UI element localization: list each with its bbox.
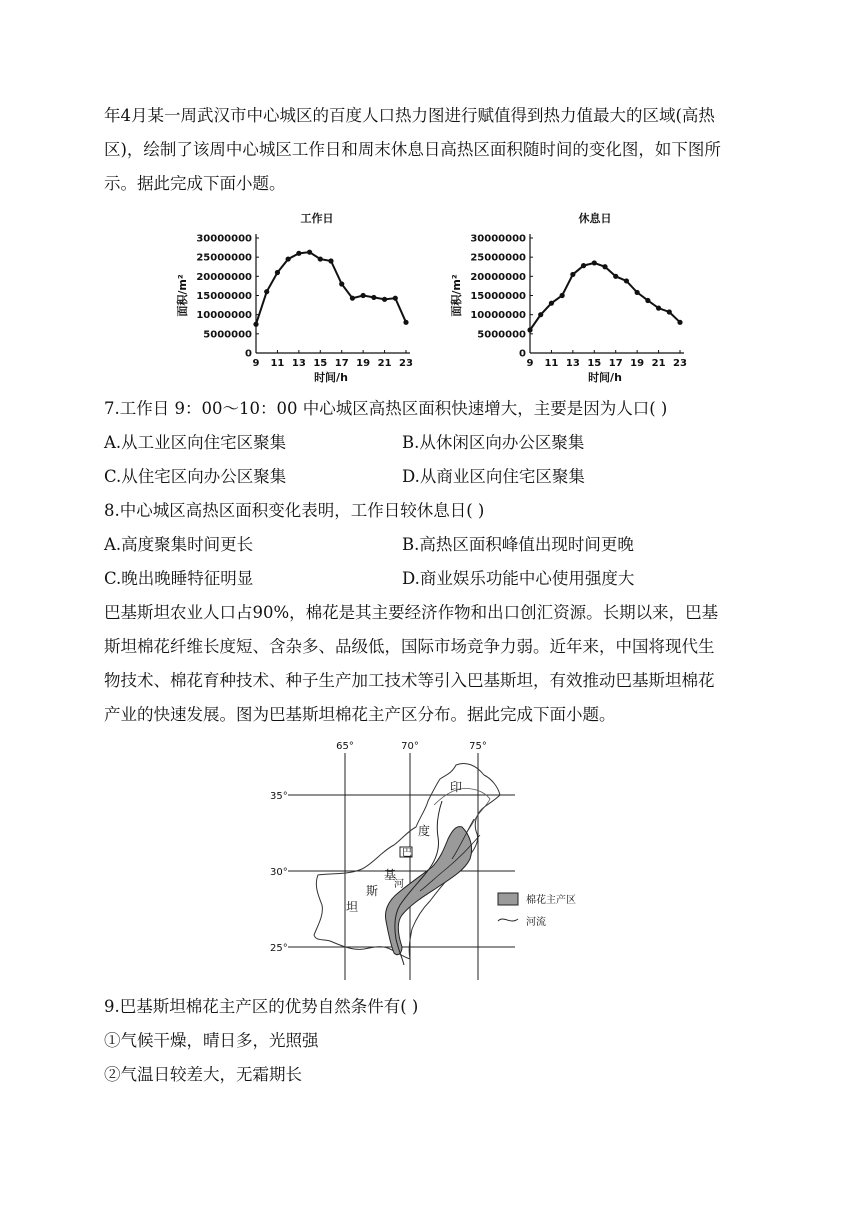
workday-chart-title: 工作日 (300, 212, 334, 225)
workday-data-point (318, 256, 323, 261)
restday-data-point (538, 312, 543, 317)
restday-data-point (570, 272, 575, 277)
map-char-tan: 坦 (346, 900, 359, 914)
workday-x-axis-label: 时间/h (314, 371, 348, 384)
restday-data-point (592, 260, 597, 265)
lat-label-25: 25° (270, 943, 288, 954)
lat-label-35: 35° (270, 791, 288, 802)
restday-data-point (581, 263, 586, 268)
restday-ytick-label: 30000000 (470, 233, 526, 245)
q7-option-a: A.从工业区向住宅区聚集 (104, 433, 287, 452)
q7-option-b: B.从休闲区向办公区聚集 (402, 433, 585, 452)
restday-ytick-label: 25000000 (470, 252, 526, 264)
restday-xtick-label: 17 (608, 358, 623, 369)
workday-ytick-label: 20000000 (196, 271, 252, 283)
workday-ytick-label: 15000000 (196, 291, 252, 302)
cotton-area (386, 827, 472, 955)
restday-data-point (645, 298, 650, 303)
q9-option-1: ①气候干燥，晴日多，光照强 (104, 1031, 319, 1050)
workday-ytick-label: 30000000 (196, 233, 252, 245)
workday-xtick-label: 13 (291, 358, 306, 369)
workday-xtick-label: 15 (313, 358, 328, 369)
restday-series-line (530, 263, 680, 330)
workday-xtick-label: 9 (252, 358, 260, 369)
restday-data-point (549, 301, 554, 306)
lon-label-75: 75° (469, 741, 487, 752)
restday-xtick-label: 13 (565, 358, 580, 369)
workday-ytick-label: 10000000 (196, 310, 252, 322)
q8-stem: 8.中心城区高热区面积变化表明，工作日较休息日( ) (104, 501, 485, 520)
workday-ytick-label: 5000000 (203, 329, 252, 341)
restday-data-point (613, 274, 618, 279)
intro1-line-2: 区)，绘制了该周中心城区工作日和周末休息日高热区面积随时间的变化图，如下图所 (104, 140, 721, 159)
restday-data-point (667, 309, 672, 314)
workday-data-point (382, 297, 387, 302)
lon-label-70: 70° (401, 741, 419, 752)
restday-chart-title: 休息日 (578, 212, 612, 225)
q9-stem: 9.巴基斯坦棉花主产区的优势自然条件有( ) (104, 997, 419, 1016)
intro1-line-3: 示。据此完成下面小题。 (104, 174, 286, 193)
q9-option-2: ②气温日较差大，无霜期长 (104, 1065, 302, 1084)
restday-ytick-label: 15000000 (470, 291, 526, 302)
intro1-line-1: 年4月某一周武汉市中心城区的百度人口热力图进行赋值得到热力值最大的区域(高热 (104, 106, 715, 125)
workday-data-point (328, 258, 333, 263)
restday-xtick-label: 11 (544, 358, 559, 369)
workday-data-point (350, 296, 355, 301)
map-char-du: 度 (418, 824, 431, 838)
q8-option-b: B.高热区面积峰值出现时间更晚 (402, 535, 634, 554)
restday-y-axis-label: 面积/m² (450, 274, 463, 317)
restday-x-axis-label: 时间/h (588, 371, 622, 384)
restday-data-point (560, 293, 565, 298)
pakistan-cotton-map (270, 735, 600, 985)
q7-option-d: D.从商业区向住宅区聚集 (402, 467, 585, 486)
pakistan-outline (314, 763, 500, 959)
map-char-yin: 印 (450, 780, 463, 794)
workday-data-point (339, 281, 344, 286)
restday-data-point (602, 264, 607, 269)
workday-ytick-label: 0 (245, 348, 252, 360)
workday-data-point (307, 250, 312, 255)
workday-data-point (403, 320, 408, 325)
restday-data-point (656, 306, 661, 311)
restday-ytick-label: 5000000 (477, 329, 526, 341)
restday-data-point (677, 320, 682, 325)
workday-ytick-label: 25000000 (196, 252, 252, 264)
legend-cotton-swatch (498, 893, 518, 905)
restday-xtick-label: 23 (673, 358, 687, 369)
workday-data-point (371, 295, 376, 300)
workday-chart (175, 211, 413, 384)
q8-option-a: A.高度聚集时间更长 (104, 535, 254, 554)
intro2-line-1: 巴基斯坦农业人口占90%，棉花是其主要经济作物和出口创汇资源。长期以来，巴基 (104, 603, 719, 622)
legend-river-label: 河流 (526, 917, 546, 928)
restday-xtick-label: 21 (651, 358, 666, 369)
restday-data-point (527, 327, 532, 332)
workday-data-point (275, 270, 280, 275)
map-char-si: 斯 (366, 884, 379, 898)
restday-xtick-label: 9 (526, 358, 534, 369)
restday-ytick-label: 10000000 (470, 310, 526, 322)
workday-xtick-label: 17 (334, 358, 349, 369)
restday-xtick-label: 19 (630, 358, 645, 369)
intro2-line-4: 产业的快速发展。图为巴基斯坦棉花主产区分布。据此完成下面小题。 (104, 705, 616, 724)
restday-xtick-label: 15 (587, 358, 602, 369)
q8-option-c: C.晚出晚睡特征明显 (104, 569, 254, 588)
workday-xtick-label: 21 (377, 358, 392, 369)
workday-data-point (286, 256, 291, 261)
legend-cotton-label: 棉花主产区 (526, 895, 576, 906)
q7-option-c: C.从住宅区向办公区聚集 (104, 467, 287, 486)
workday-y-axis-label: 面积/m² (176, 274, 189, 317)
workday-data-point (253, 322, 258, 327)
legend-river-swatch (498, 919, 518, 921)
workday-data-point (296, 251, 301, 256)
workday-xtick-label: 11 (270, 358, 285, 369)
restday-ytick-label: 0 (519, 348, 526, 360)
map-char-ba: 巴 (402, 848, 412, 859)
map-char-ji: 基 (384, 868, 397, 882)
workday-data-point (393, 296, 398, 301)
workday-data-point (264, 289, 269, 294)
workday-data-point (361, 293, 366, 298)
restday-data-point (624, 278, 629, 283)
lat-label-30: 30° (270, 867, 288, 878)
intro2-line-2: 斯坦棉花纤维长度短、含杂多、品级低，国际市场竞争力弱。近年来，中国将现代生 (104, 637, 715, 656)
lon-label-65: 65° (336, 741, 354, 752)
map-char-he: 河 (394, 879, 404, 890)
workday-xtick-label: 23 (399, 358, 413, 369)
q8-option-d: D.商业娱乐功能中心使用强度大 (402, 569, 635, 588)
restday-ytick-label: 20000000 (470, 271, 526, 283)
restday-chart (449, 211, 687, 384)
q7-stem: 7.工作日 9：00～10：00 中心城区高热区面积快速增大，主要是因为人口( ) (104, 399, 668, 418)
restday-data-point (635, 290, 640, 295)
area-line-charts (0, 200, 860, 395)
intro2-line-3: 物技术、棉花育种技术、种子生产加工技术等引入巴基斯坦，有效推动巴基斯坦棉花 (104, 671, 715, 690)
workday-xtick-label: 19 (356, 358, 371, 369)
